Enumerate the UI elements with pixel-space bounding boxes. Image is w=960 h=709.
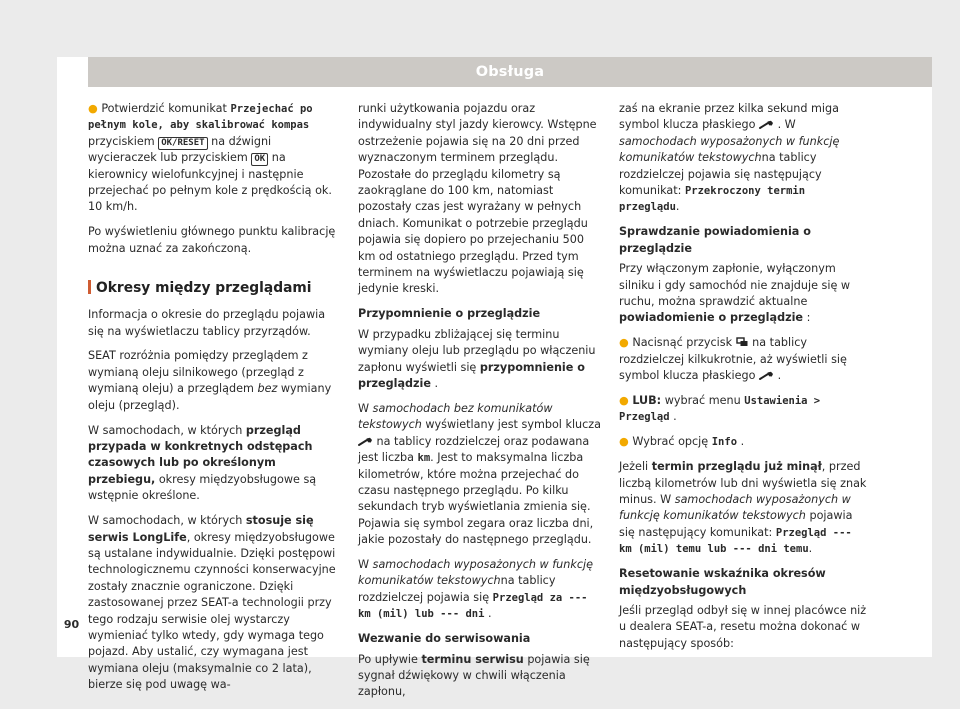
- text: .: [808, 542, 813, 556]
- paragraph: [358, 401, 602, 549]
- manual-page: [57, 57, 932, 699]
- text: pojawia się sygnał dźwiękowy w chwili włączenia zapłonu,: [358, 652, 590, 699]
- text: na tablicy rozdzielczej kilkukrotnie, aż wyświetli się symbol klucza płaskiego: [619, 336, 847, 383]
- paragraph: runki użytkowania pojazdu oraz indywidualny styl jazdy kierowcy. Wstępne ostrzeżenie pojawia się na 20 dni przed wyznaczonym terminem przeglądu. Pozostałe do przeglądu kilometry są zaokrąglane do 100 km, natomiast pozostały czas jest wyrażany w pełnych dniach. Komunikat o potrzebie przeglądu pojawia się dopiero po przejechaniu 500 km od ostatniego przeglądu. Przed tym terminem na wyświetlaczu pojawiają się jedynie kreski.: [358, 102, 597, 296]
- text: .: [669, 410, 677, 424]
- emphasis: bez: [257, 382, 278, 396]
- paragraph: [619, 459, 867, 557]
- bold-text: przegląd przypada w konkretnych odstępach czasowych lub po określonym przebiegu,: [88, 423, 313, 486]
- bold-text: powiadomienie o przeglądzie: [619, 311, 804, 325]
- wrench-icon: [759, 371, 774, 380]
- text: W: [358, 558, 373, 572]
- page-header: [88, 57, 932, 87]
- paragraph: [88, 348, 338, 414]
- subheading: Wezwanie do serwisowania: [358, 632, 531, 646]
- paragraph: [358, 557, 602, 623]
- header-title: Obsługa: [475, 64, 545, 80]
- text: na kierownicy wielofunkcyjnej i następnie przejechać po pełnym kole z prędkością ok. 10 km/h.: [88, 151, 332, 214]
- text: zaś na ekranie przez kilka sekund miga symbol klucza płaskiego: [619, 102, 839, 132]
- emphasis: samochodach wyposażonych w funkcję komunikatów tekstowych: [619, 493, 851, 523]
- display-message: Przejechać po pełnym kole, aby skalibrować kompas: [88, 103, 313, 132]
- list-item: [619, 335, 867, 384]
- display-message: Przegląd --- km (mil) temu lub --- dni temu: [619, 526, 852, 556]
- text: , okresy międzyobsługowe są ustalane indywidualnie. Dzięki postępowi technologicznemu czynności konserwacyjne zostały znacznie ograniczone. Dzięki zastosowanej przez SEAT-a technologii przy tego rodzaju serwisie olej wystarczy wymieniać tylko wtedy, gdy wymaga tego pojazd. Aby ustalić, czy wymagana jest wymiana oleju (maksymalnie co 2 lata), bierze się pod uwagę wa-: [88, 530, 336, 692]
- subheading: Sprawdzanie powiadomienia o przeglądzie: [619, 225, 811, 255]
- text: na dźwigni wycieraczek lub przyciskiem: [88, 134, 272, 165]
- subheading: Resetowanie wskaźnika okresów międzyobsługowych: [619, 567, 826, 597]
- bold-text: termin przeglądu już minął: [651, 460, 822, 474]
- menu-path: Ustawienia > Przegląd: [619, 395, 821, 424]
- bullet-icon: ●: [619, 435, 629, 449]
- text: Po upływie: [358, 652, 422, 666]
- menu-option: Info: [711, 436, 738, 449]
- page-number: 90: [63, 618, 80, 631]
- section-heading: [88, 279, 338, 297]
- text: Przy włączonym zapłonie, wyłączonym silniku i gdy samochód nie znajduje się w ruchu, można sprawdzić aktualne: [619, 262, 851, 308]
- paragraph: [88, 513, 338, 693]
- paragraph: [88, 423, 338, 505]
- subheading: Przypomnienie o przeglądzie: [358, 307, 541, 321]
- emphasis: samochodach bez komunikatów tekstowych: [358, 401, 553, 432]
- text: Potwierdzić komunikat: [101, 102, 231, 115]
- wrench-icon: [759, 120, 774, 129]
- text: wybrać menu: [661, 394, 745, 407]
- ok-reset-key: OK/RESET: [158, 137, 207, 150]
- heading-marker: [88, 280, 91, 294]
- text: okresy międzyobsługowe są wstępnie określone.: [88, 472, 317, 503]
- emphasis: samochodach wyposażonych w funkcję komunikatów tekstowych: [619, 134, 840, 165]
- bold-text: przypomnienie o przeglądzie: [358, 360, 585, 390]
- text: Nacisnąć przycisk: [632, 336, 736, 350]
- bold-text: terminu serwisu: [421, 652, 524, 666]
- column-1: [88, 101, 338, 702]
- text: .: [774, 369, 782, 383]
- bullet-icon: ●: [88, 102, 98, 115]
- bullet-icon: ●: [619, 336, 629, 350]
- text: na tablicy rozdzielczej oraz podawana jest liczba: [358, 434, 590, 465]
- paragraph: [358, 652, 602, 701]
- paragraph: Jeśli przegląd odbył się w innej placówce niż u dealera SEAT-a, resetu można dokonać w następujący sposób:: [619, 603, 867, 650]
- calibrate-instruction: [88, 101, 338, 216]
- paragraph: [358, 327, 602, 393]
- text: . Jest to maksymalna liczba kilometrów, które można przejechać do czasu następnego przeglądu. Po kilku sekundach tryb wyświetlania zmienia się. Pojawia się symbol zegara oraz liczba dni, jakie pozostały do następnego przeglądu.: [358, 451, 594, 547]
- bold-text: stosuje się serwis LongLife: [88, 514, 314, 544]
- text: pojawia się następujący komunikat:: [619, 509, 853, 539]
- km-display: km: [417, 452, 431, 465]
- list-item: [619, 393, 867, 426]
- text: .: [675, 200, 680, 214]
- bullet-icon: ●: [619, 394, 629, 407]
- paragraph: [619, 261, 867, 327]
- column-2: [358, 101, 602, 709]
- emphasis: samochodach wyposażonych w funkcję komunikatów tekstowych: [358, 558, 593, 588]
- menu-toggle-icon: [736, 337, 749, 347]
- bold-text: LUB:: [632, 394, 662, 407]
- column-3: [619, 101, 867, 661]
- paragraph: [619, 101, 867, 216]
- text: .: [430, 377, 439, 390]
- text: Jeżeli: [619, 460, 652, 474]
- paragraph: Informacja o okresie do przeglądu pojawia się na wyświetlaczu tablicy przyrządów.: [88, 308, 326, 338]
- display-message: Przegląd za --- km (mil) lub --- dni: [358, 591, 588, 621]
- display-message: Przekroczony termin przeglądu: [619, 185, 806, 214]
- text: . W: [774, 118, 796, 132]
- text: .: [484, 607, 492, 621]
- text: :: [803, 311, 811, 325]
- text: , przed liczbą kilometrów lub dni wyświetla się znak minus. W: [619, 460, 867, 507]
- text: Wybrać opcję: [632, 435, 712, 449]
- text: W przypadku zbliżającej się terminu wymiany oleju lub przeglądu po włączeniu zapłonu wyświetli się: [358, 327, 596, 374]
- wrench-icon: [358, 437, 373, 446]
- text: W: [358, 401, 373, 415]
- text: SEAT rozróżnia pomiędzy przeglądem z wymianą oleju silnikowego (przegląd z wymianą oleju) a przeglądem: [88, 349, 308, 396]
- text: na tablicy rozdzielczej pojawia się: [358, 574, 556, 604]
- text: W samochodach, w których: [88, 423, 246, 437]
- text: na tablicy rozdzielczej pojawia się następujący komunikat:: [619, 151, 822, 198]
- text: .: [737, 435, 745, 449]
- text: wyświetlany jest symbol klucza: [421, 418, 602, 432]
- section-title: Okresy między przeglądami: [96, 280, 312, 297]
- text: W samochodach, w których: [88, 514, 246, 528]
- list-item: [619, 434, 867, 450]
- ok-key: OK: [251, 153, 268, 166]
- paragraph: Po wyświetleniu głównego punktu kalibrację można uznać za zakończoną.: [88, 225, 336, 255]
- text: przyciskiem: [88, 134, 159, 148]
- text: wymiany oleju (przegląd).: [88, 382, 332, 412]
